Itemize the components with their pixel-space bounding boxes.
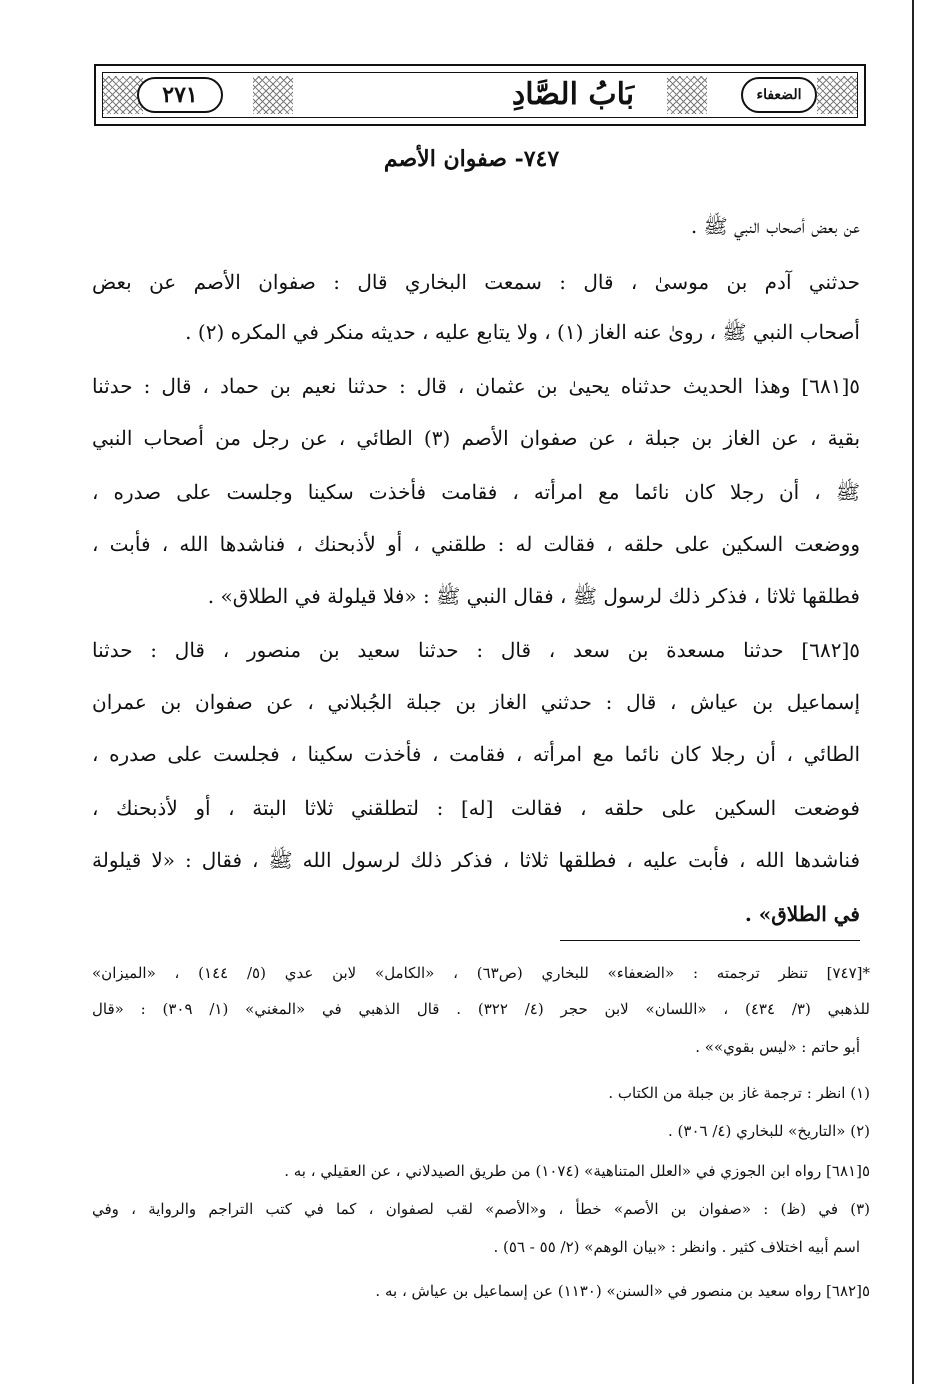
footnote-line: أبو حاتم : «ليس بقوي»» . [695,1038,860,1056]
body-line: في الطلاق» . [744,902,860,926]
page-number: ٢٧١ [162,82,198,108]
chapter-title: بَابُ الصَّادِ [511,77,635,112]
body-line: ٥[٦٨١] وهذا الحديث حدثناه يحيىٰ بن عثمان ، قال : حدثنا نعيم بن حماد ، قال : حدثنا [92,374,860,398]
ornament-left-inner [253,76,293,114]
body-line: بقية ، عن الغاز بن جبلة ، عن صفوان الأصم (٣) الطائي ، عن رجل من أصحاب النبي [92,426,861,450]
body-line: الطائي ، أن رجلا كان نائما مع امرأته ، فقامت ، فأخذت سكينا ، فجلست على صدره ، [92,742,860,766]
page-number-cartouche [137,77,223,113]
entry-heading: ٧٤٧- صفوان الأصم [383,146,560,172]
body-line: حدثني آدم بن موسىٰ ، قال : سمعت البخاري قال : صفوان الأصم عن بعض [92,270,860,294]
book-title-cartouche [741,77,817,113]
body-line: ووضعت السكين على حلقه ، فقالت له : طلقني ، أو لأذبحنك ، فناشدها الله ، فأبت ، [92,532,860,556]
page-header [94,64,866,126]
body-line: إسماعيل بن عياش ، قال : حدثني الغاز بن جبلة الجُبلاني ، عن صفوان بن عمران [92,690,860,714]
body-line: فناشدها الله ، فأبت عليه ، فطلقها ثلاثا ، فذكر ذلك لرسول الله ﷺ ، فقال : «لا قيلولة [92,848,860,872]
book-title: الضعفاء [756,87,802,103]
body-line: فطلقها ثلاثا ، فذكر ذلك لرسول ﷺ ، فقال النبي ﷺ : «فلا قيلولة في الطلاق» . [207,584,860,608]
body-line: ﷺ ، أن رجلا كان نائما مع امرأته ، فقامت فأخذت سكينا وجلست على صدره ، [92,480,860,504]
footnote-separator [560,940,860,941]
footnote-line: (٢) «التاريخ» للبخاري (٤/ ٣٠٦) . [668,1122,870,1140]
header-inner-frame [102,72,858,118]
body-line: عن بعض أصحاب النبي ﷺ . [690,214,860,238]
body-line: فوضعت السكين على حلقه ، فقالت [له] : لتطلقني ثلاثا البتة ، أو لأذبحنك ، [92,796,860,820]
footnote-line: ٥[٦٨٢] رواه سعيد بن منصور في «السنن» (١١٣٠) عن إسماعيل بن عياش ، به . [375,1282,870,1300]
body-line: ٥[٦٨٢] حدثنا مسعدة بن سعد ، قال : حدثنا سعيد بن منصور ، قال : حدثنا [92,638,860,662]
footnote-line: *[٧٤٧] تنظر ترجمته : «الضعفاء» للبخاري (ص٦٣) ، «الكامل» لابن عدي (٥/ ١٤٤) ، «الميزان» [92,964,870,982]
body-line: أصحاب النبي ﷺ ، روىٰ عنه الغاز (١) ، ولا يتابع عليه ، حديثه منكر في المكره (٢) . [185,320,860,344]
ornament-right [817,76,857,114]
footnote-line: للذهبي (٣/ ٤٣٤) ، «اللسان» لابن حجر (٤/ ٣٢٢) . قال الذهبي في «المغني» (١/ ٣٠٩) : «قال [92,1000,870,1018]
footnote-line: (٣) في (ظ) : «صفوان بن الأصم» خطأ ، و«الأصم» لقب لصفوان ، كما في كتب التراجم والرواية ، وفي [92,1200,870,1218]
footnote-line: اسم أبيه اختلاف كثير . وانظر : «بيان الوهم» (٢/ ٥٥ - ٥٦) . [493,1238,860,1256]
footnote-line: ٥[٦٨١] رواه ابن الجوزي في «العلل المتناهية» (١٠٧٤) من طريق الصيدلاني ، عن العقيلي ، به . [284,1162,870,1180]
page-edge-line [912,0,914,1384]
footnote-line: (١) انظر : ترجمة غاز بن جبلة من الكتاب . [608,1084,870,1102]
